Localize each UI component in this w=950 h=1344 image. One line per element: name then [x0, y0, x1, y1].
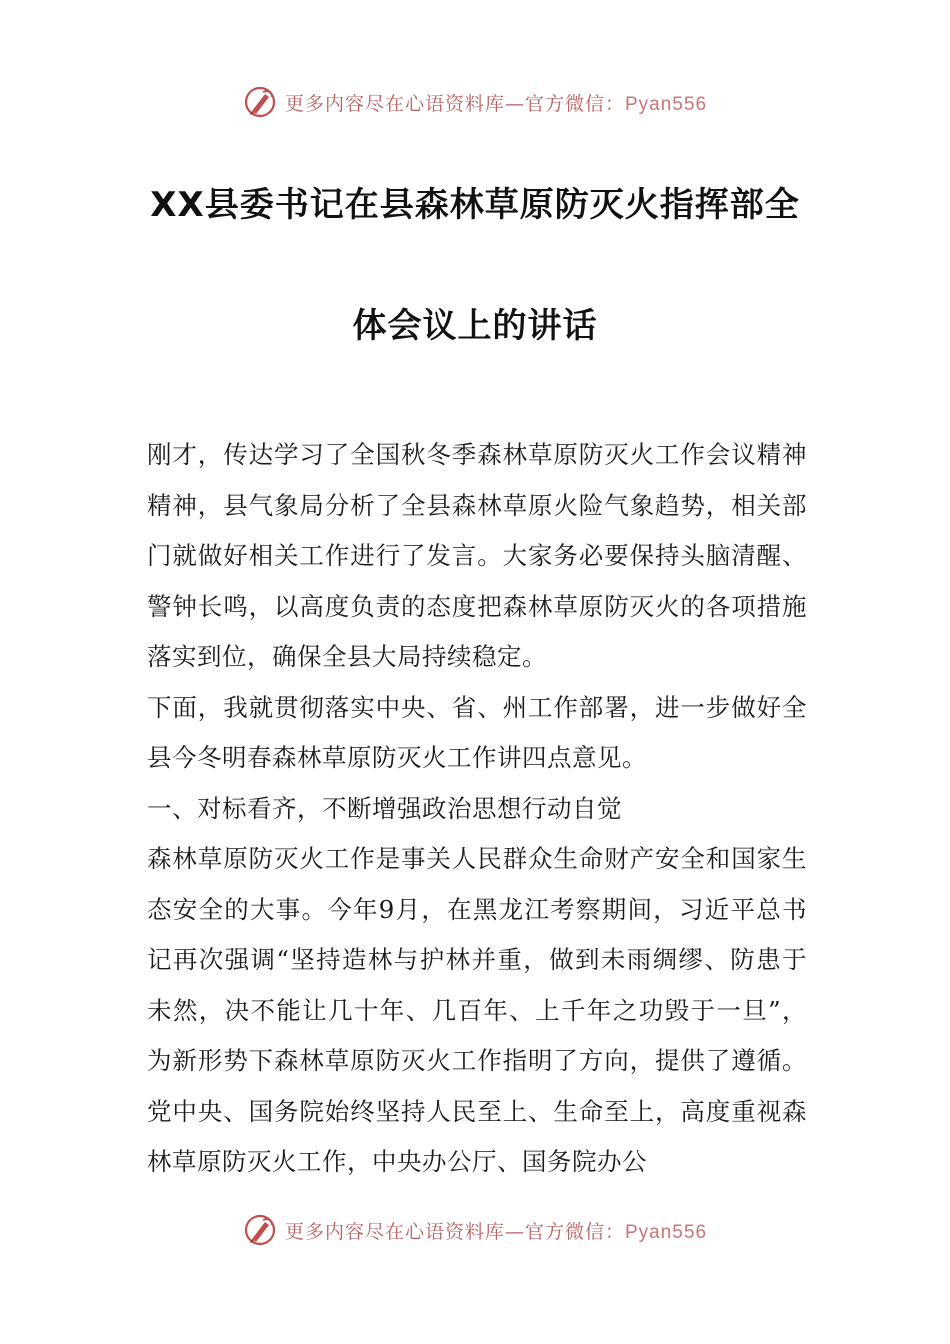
header-banner [0, 82, 950, 122]
document-title-line2: 体会议上的讲话 [352, 306, 598, 346]
document-body [147, 430, 807, 1188]
pen-nib-icon [243, 85, 277, 119]
pen-nib-icon [243, 1213, 277, 1247]
wechat-id: Pyan556 [625, 93, 708, 115]
paragraph-intro: 刚才，传达学习了全国秋冬季森林草原防灭火工作会议精神精神，县气象局分析了全县森林草原火险气象趋势，相关部门就做好相关工作进行了发言。大家务必要保持头脑清醒、警钟长鸣，以高度负责的态度把森林草原防灭火的各项措施落实到位，确保全县大局持续稳定。 [147, 440, 807, 671]
banner-text: 更多内容尽在心语资料库—官方微信：Pyan556 [284, 92, 708, 115]
wechat-id: Pyan556 [625, 1221, 708, 1243]
section-heading-1: 一、对标看齐，不断增强政治思想行动自觉 [147, 793, 622, 823]
paragraph-outline: 下面，我就贯彻落实中央、省、州工作部署，进一步做好全县今冬明春森林草原防灭火工作讲四点意见。 [147, 692, 807, 772]
banner-text: 更多内容尽在心语资料库—官方微信：Pyan556 [284, 1220, 708, 1243]
footer-banner [0, 1210, 950, 1250]
document-title-line1: XX县委书记在县森林草原防灭火指挥部全 [150, 185, 800, 225]
paragraph-section-1: 森林草原防灭火工作是事关人民群众生命财产安全和国家生态安全的大事。今年9月，在黑龙江考察期间，习近平总书记再次强调“坚持造林与护林并重，做到未雨绸缪、防患于未然，决不能让几十年、几百年、上千年之功毁于一旦”，为新形势下森林草原防灭火工作指明了方向，提供了遵循。党中央、国务院始终坚持人民至上、生命至上，高度重视森林草原防灭火工作，中央办公厅、国务院办公 [147, 844, 807, 1176]
